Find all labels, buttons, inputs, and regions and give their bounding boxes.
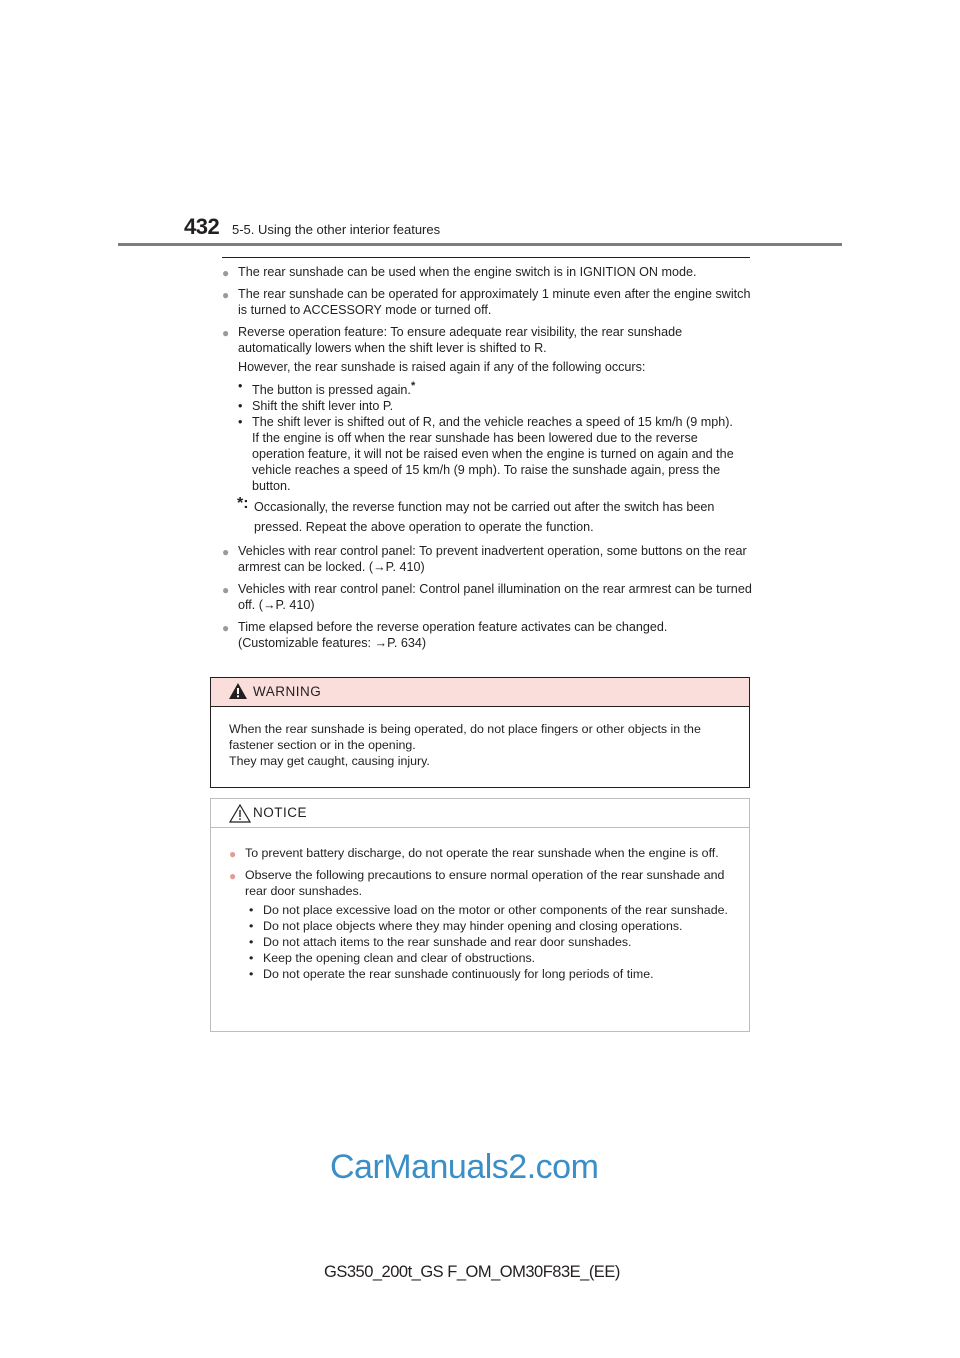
note-text-line2: (Customizable features: →P. 634)	[238, 636, 427, 651]
footer-code: GS350_200t_GS F_OM_OM30F83E_(EE)	[324, 1263, 620, 1281]
note-text: Reverse operation feature: To ensure adequate rear visibility, the rear sunshade automatically lowers when the shift lever is shifted to R.	[238, 325, 683, 355]
dot-icon: •	[238, 399, 243, 414]
notice-header	[211, 799, 749, 828]
precaution-item: • Do not operate the rear sunshade continuously for long periods of time.	[249, 967, 654, 981]
precaution-item: • Do not attach items to the rear sunshade and rear door sunshades.	[249, 935, 632, 949]
notice-item	[229, 867, 740, 982]
precaution-item: • Keep the opening clean and clear of obstructions.	[249, 951, 536, 965]
warning-label: WARNING	[253, 684, 322, 699]
dot-icon: •	[238, 415, 243, 430]
notice-item	[229, 845, 740, 861]
warning-text: When the rear sunshade is being operated, do not place fingers or other objects in the fastener section or in the opening.	[229, 722, 701, 752]
bullet-icon: ●	[222, 621, 230, 636]
asterisk-ref: *	[410, 380, 416, 392]
bullet-icon: ●	[222, 583, 230, 598]
bullet-icon: ●	[222, 326, 230, 340]
precaution-item: • Do not place objects where they may hinder opening and closing operations.	[249, 919, 683, 933]
notice-body	[211, 828, 749, 982]
page-number: 432	[184, 214, 220, 239]
bullet-icon: ●	[222, 288, 230, 302]
note-item	[222, 264, 752, 280]
caution-triangle-icon	[229, 804, 251, 823]
asterisk-mark: *:	[237, 495, 249, 513]
condition-text: The button is pressed again.	[252, 383, 411, 398]
dot-icon: •	[238, 379, 243, 393]
bullet-icon: ●	[229, 869, 237, 883]
notice-box	[210, 798, 750, 1032]
note-item	[222, 543, 752, 575]
dot-icon: •	[249, 903, 254, 917]
section-title: 5-5. Using the other interior features	[232, 222, 441, 237]
condition-text: Shift the shift lever into P.	[252, 399, 394, 414]
note-text: Vehicles with rear control panel: To prevent inadvertent operation, some buttons on the rear armrest can be locked. (→P. 410)	[238, 544, 747, 575]
note-text: Time elapsed before the reverse operation feature activates can be changed.	[238, 620, 668, 635]
note-followup: However, the rear sunshade is raised again if any of the following occurs:	[238, 360, 646, 374]
asterisk-note	[238, 497, 752, 537]
note-item	[222, 286, 752, 318]
notice-label: NOTICE	[253, 805, 308, 820]
warning-body	[211, 707, 749, 769]
note-text: The rear sunshade can be used when the engine switch is in IGNITION ON mode.	[238, 265, 697, 279]
warning-box	[210, 677, 750, 788]
condition-item	[238, 398, 752, 414]
note-text: The rear sunshade can be operated for approximately 1 minute even after the engine switch is turned to ACCESSORY mode or turned off.	[238, 287, 751, 317]
condition-item	[238, 414, 752, 494]
warning-triangle-icon	[229, 683, 247, 699]
notes-list	[222, 264, 752, 657]
asterisk-note-text: Occasionally, the reverse function may not be carried out after the switch has been pressed. Repeat the above operation to operate the function.	[254, 500, 715, 535]
dot-icon: •	[249, 967, 254, 981]
bullet-icon: ●	[229, 847, 237, 861]
notice-text: To prevent battery discharge, do not operate the rear sunshade when the engine is off.	[245, 846, 719, 860]
note-item-reverse-feature	[222, 324, 752, 537]
precaution-item: • Do not place excessive load on the motor or other components of the rear sunshade.	[249, 903, 728, 917]
notice-text: Observe the following precautions to ensure normal operation of the rear sunshade and rear door sunshades.	[245, 868, 725, 898]
warning-header	[211, 678, 749, 707]
dot-icon: •	[249, 919, 254, 933]
condition-item	[238, 378, 752, 398]
bullet-icon: ●	[222, 266, 230, 280]
bullet-icon: ●	[222, 545, 230, 560]
condition-note: If the engine is off when the rear sunshade has been lowered due to the reverse operation feature, it will not be raised even when the engine is turned on again and the vehicle reaches a speed of 15 km/h (9 mph). To raise the sunshade again, press the button.	[252, 431, 734, 494]
warning-text-2: They may get caught, causing injury.	[229, 754, 430, 768]
watermark-link[interactable]: CarManuals2.com	[330, 1148, 599, 1186]
header-rule	[118, 243, 842, 246]
note-item	[222, 581, 752, 613]
condition-text: The shift lever is shifted out of R, and the vehicle reaches a speed of 15 km/h (9 mph).	[252, 415, 733, 430]
dot-icon: •	[249, 935, 254, 949]
note-text: Vehicles with rear control panel: Control panel illumination on the rear armrest can be turned off. (→P. 410)	[238, 582, 752, 613]
note-item	[222, 619, 752, 651]
notes-top-rule	[222, 257, 750, 258]
dot-icon: •	[249, 951, 254, 965]
